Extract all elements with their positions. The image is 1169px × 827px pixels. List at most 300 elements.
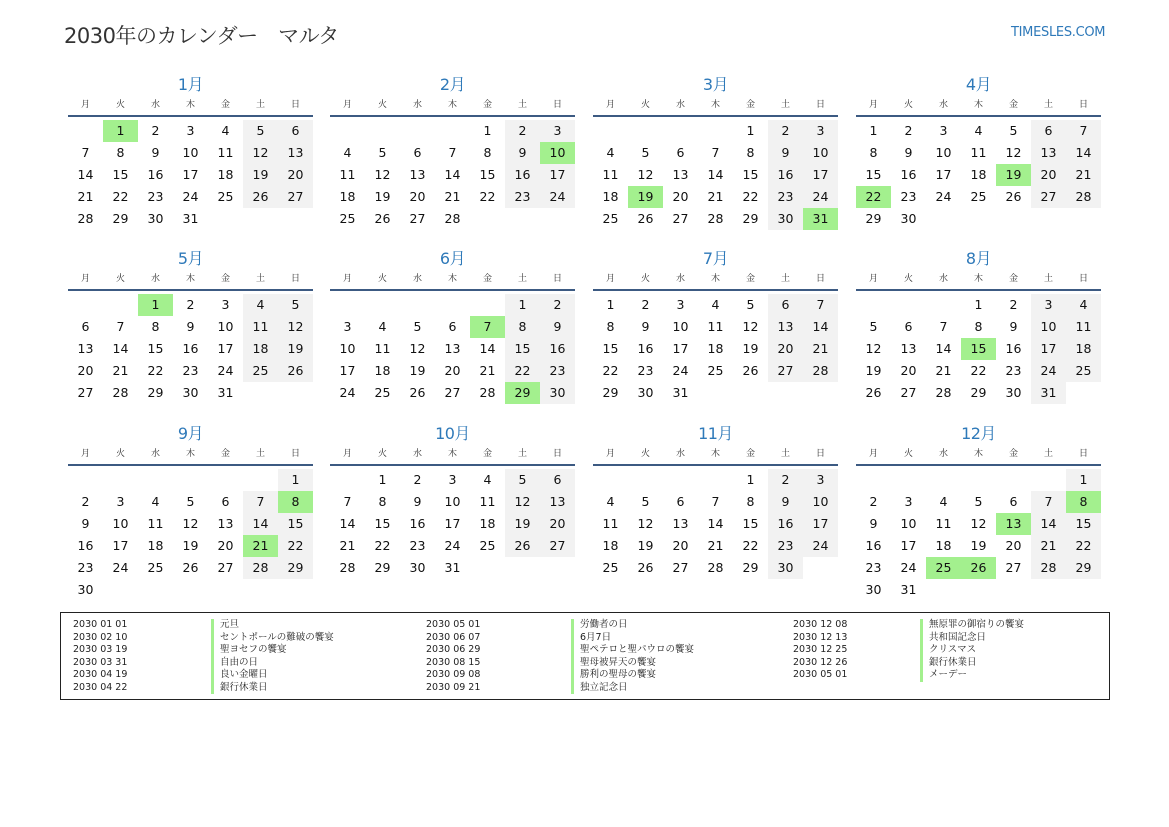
month-title: 3月 (702, 75, 729, 94)
days-grid (330, 294, 575, 404)
month-block (68, 75, 313, 230)
empty-cell (593, 469, 628, 491)
day-cell: 6 (1031, 120, 1066, 142)
day-cell: 5 (186, 494, 195, 509)
day-cell: 16 (182, 341, 199, 356)
weekday-header (330, 98, 575, 117)
weekday-label: 日 (815, 449, 825, 459)
day-cell: 15 (147, 341, 164, 356)
empty-cell (68, 469, 103, 491)
weekday-label: 金 (1008, 274, 1018, 284)
day-cell: 24 (444, 538, 461, 553)
weekday-label: 月 (80, 274, 90, 284)
holiday-day-cell: 21 (243, 535, 278, 557)
empty-cell (243, 469, 278, 491)
holiday-name: セントポールの難破の饗宴 (211, 632, 334, 645)
day-cell: 23 (768, 186, 803, 208)
day-cell: 26 (505, 535, 540, 557)
day-cell: 5 (378, 145, 387, 160)
day-cell: 10 (672, 319, 689, 334)
day-cell: 28 (1066, 186, 1101, 208)
day-cell: 10 (1031, 316, 1066, 338)
day-cell: 22 (505, 360, 540, 382)
weekday-label: 日 (815, 274, 825, 284)
weekday-label: 土 (780, 274, 790, 284)
day-cell: 30 (900, 211, 917, 226)
weekday-label: 水 (938, 274, 948, 284)
weekday-label: 月 (342, 274, 352, 284)
weekday-label: 日 (1078, 449, 1088, 459)
day-cell: 28 (243, 557, 278, 579)
day-cell: 7 (343, 494, 352, 509)
day-cell: 30 (865, 582, 882, 597)
day-cell: 3 (803, 469, 838, 491)
holiday-day-cell: 8 (1066, 491, 1101, 513)
day-cell: 5 (974, 494, 983, 509)
day-cell: 1 (1066, 469, 1101, 491)
day-cell: 13 (672, 516, 689, 531)
weekday-label: 月 (605, 449, 615, 459)
day-cell: 25 (602, 211, 619, 226)
day-cell: 12 (374, 167, 391, 182)
day-cell: 1 (606, 297, 615, 312)
day-cell: 8 (378, 494, 387, 509)
day-cell: 26 (374, 211, 391, 226)
weekday-label: 日 (1078, 100, 1088, 110)
day-cell: 27 (1031, 186, 1066, 208)
day-cell: 18 (243, 338, 278, 360)
site-name[interactable]: TIMESLES.COM (1011, 25, 1106, 40)
day-cell: 16 (768, 513, 803, 535)
holiday-day-cell: 1 (103, 120, 138, 142)
days-grid (68, 120, 313, 230)
day-cell: 21 (803, 338, 838, 360)
day-cell: 12 (182, 516, 199, 531)
day-cell: 19 (637, 538, 654, 553)
day-cell: 2 (186, 297, 195, 312)
weekday-label: 木 (973, 274, 983, 284)
day-cell: 3 (221, 297, 230, 312)
day-cell: 12 (1005, 145, 1022, 160)
day-cell: 14 (112, 341, 129, 356)
weekday-label: 日 (1078, 274, 1088, 284)
day-cell: 15 (865, 167, 882, 182)
weekday-label: 月 (605, 100, 615, 110)
day-cell: 28 (803, 360, 838, 382)
day-cell: 27 (217, 560, 234, 575)
day-cell: 3 (803, 120, 838, 142)
day-cell: 10 (935, 145, 952, 160)
day-cell: 6 (448, 319, 457, 334)
day-cell: 26 (182, 560, 199, 575)
empty-cell (103, 469, 138, 491)
empty-cell (926, 469, 961, 491)
empty-cell (208, 469, 243, 491)
weekday-header (68, 447, 313, 466)
day-cell: 28 (707, 211, 724, 226)
day-cell: 15 (742, 516, 759, 531)
weekday-label: 水 (150, 100, 160, 110)
day-cell: 24 (112, 560, 129, 575)
day-cell: 18 (707, 341, 724, 356)
weekday-label: 木 (973, 449, 983, 459)
holiday-date: 2030 04 19 (73, 669, 128, 680)
day-cell: 24 (182, 189, 199, 204)
day-cell: 1 (974, 297, 983, 312)
day-cell: 23 (182, 363, 199, 378)
day-cell: 19 (409, 363, 426, 378)
day-cell: 16 (505, 164, 540, 186)
weekday-label: 日 (290, 274, 300, 284)
day-cell: 23 (540, 360, 575, 382)
day-cell: 10 (803, 142, 838, 164)
empty-cell (365, 120, 400, 142)
holiday-date: 2030 01 01 (73, 619, 128, 630)
weekday-label: 月 (80, 449, 90, 459)
day-cell: 17 (803, 164, 838, 186)
day-cell: 7 (939, 319, 948, 334)
day-cell: 27 (768, 360, 803, 382)
day-cell: 5 (641, 145, 650, 160)
weekday-label: 木 (710, 449, 720, 459)
day-cell: 12 (637, 167, 654, 182)
day-cell: 24 (935, 189, 952, 204)
day-cell: 22 (112, 189, 129, 204)
day-cell: 4 (378, 319, 387, 334)
day-cell: 14 (1066, 142, 1101, 164)
day-cell: 6 (904, 319, 913, 334)
day-cell: 31 (217, 385, 234, 400)
holiday-date: 2030 09 21 (426, 681, 481, 693)
weekday-label: 土 (1043, 274, 1053, 284)
day-cell: 21 (707, 538, 724, 553)
empty-cell (68, 120, 103, 142)
weekday-label: 火 (115, 274, 125, 284)
day-cell: 24 (900, 560, 917, 575)
day-cell: 14 (479, 341, 496, 356)
month-block (856, 424, 1101, 601)
day-cell: 31 (672, 385, 689, 400)
day-cell: 25 (339, 211, 356, 226)
day-cell: 6 (1009, 494, 1018, 509)
day-cell: 6 (676, 145, 685, 160)
day-cell: 16 (409, 516, 426, 531)
day-cell: 7 (1066, 120, 1101, 142)
day-cell: 3 (343, 319, 352, 334)
day-cell: 30 (147, 211, 164, 226)
day-cell: 13 (672, 167, 689, 182)
day-cell: 5 (641, 494, 650, 509)
empty-cell (891, 469, 926, 491)
day-cell: 28 (339, 560, 356, 575)
day-cell: 24 (217, 363, 234, 378)
day-cell: 22 (479, 189, 496, 204)
day-cell: 13 (768, 316, 803, 338)
weekday-label: 土 (1043, 449, 1053, 459)
month-block (68, 424, 313, 601)
day-cell: 2 (904, 123, 913, 138)
day-cell: 20 (672, 189, 689, 204)
empty-cell (330, 294, 365, 316)
weekday-label: 日 (815, 100, 825, 110)
empty-cell (996, 469, 1031, 491)
weekday-label: 火 (903, 449, 913, 459)
day-cell: 6 (768, 294, 803, 316)
day-cell: 4 (1066, 294, 1101, 316)
day-cell: 1 (746, 123, 755, 138)
day-cell: 17 (900, 538, 917, 553)
day-cell: 17 (803, 513, 838, 535)
day-cell: 5 (1009, 123, 1018, 138)
day-cell: 20 (217, 538, 234, 553)
day-cell: 11 (217, 145, 234, 160)
days-grid (68, 294, 313, 404)
day-cell: 28 (112, 385, 129, 400)
weekday-label: 水 (938, 100, 948, 110)
day-cell: 7 (243, 491, 278, 513)
day-cell: 26 (637, 211, 654, 226)
day-cell: 24 (540, 186, 575, 208)
empty-cell (400, 120, 435, 142)
day-cell: 25 (217, 189, 234, 204)
day-cell: 30 (637, 385, 654, 400)
holiday-day-cell: 19 (996, 164, 1031, 186)
day-cell: 9 (768, 491, 803, 513)
day-cell: 1 (278, 469, 313, 491)
empty-cell (330, 120, 365, 142)
day-cell: 11 (602, 516, 619, 531)
day-cell: 17 (339, 363, 356, 378)
day-cell: 2 (1009, 297, 1018, 312)
day-cell: 14 (935, 341, 952, 356)
day-cell: 17 (935, 167, 952, 182)
day-cell: 27 (1005, 560, 1022, 575)
weekday-header (68, 272, 313, 291)
day-cell: 21 (707, 189, 724, 204)
weekday-label: 木 (447, 100, 457, 110)
day-cell: 10 (803, 491, 838, 513)
day-cell: 30 (182, 385, 199, 400)
day-cell: 2 (81, 494, 90, 509)
empty-cell (663, 469, 698, 491)
holiday-day-cell: 15 (961, 338, 996, 360)
holiday-date: 2030 05 01 (426, 619, 481, 630)
day-cell: 11 (935, 516, 952, 531)
day-cell: 3 (939, 123, 948, 138)
day-cell: 20 (77, 363, 94, 378)
day-cell: 17 (540, 164, 575, 186)
day-cell: 24 (803, 535, 838, 557)
day-cell: 23 (637, 363, 654, 378)
day-cell: 22 (374, 538, 391, 553)
day-cell: 11 (479, 494, 496, 509)
weekday-label: 土 (780, 100, 790, 110)
day-cell: 3 (448, 472, 457, 487)
day-cell: 18 (1066, 338, 1101, 360)
day-cell: 25 (602, 560, 619, 575)
weekday-label: 水 (675, 100, 685, 110)
day-cell: 15 (278, 513, 313, 535)
day-cell: 4 (343, 145, 352, 160)
day-cell: 13 (278, 142, 313, 164)
day-cell: 14 (707, 516, 724, 531)
day-cell: 20 (278, 164, 313, 186)
day-cell: 25 (970, 189, 987, 204)
day-cell: 7 (711, 145, 720, 160)
holiday-name: 聖ペテロと聖パウロの饗宴 (571, 644, 694, 657)
day-cell: 30 (1005, 385, 1022, 400)
day-cell: 25 (707, 363, 724, 378)
weekday-label: 月 (605, 274, 615, 284)
holiday-date: 2030 04 22 (73, 681, 128, 693)
day-cell: 9 (186, 319, 195, 334)
day-cell: 28 (1031, 557, 1066, 579)
day-cell: 11 (602, 167, 619, 182)
day-cell: 17 (444, 516, 461, 531)
day-cell: 15 (1066, 513, 1101, 535)
day-cell: 30 (77, 582, 94, 597)
day-cell: 27 (540, 535, 575, 557)
day-cell: 4 (939, 494, 948, 509)
weekday-label: 木 (973, 100, 983, 110)
day-cell: 3 (540, 120, 575, 142)
day-cell: 22 (147, 363, 164, 378)
weekday-label: 日 (552, 274, 562, 284)
weekday-header (68, 98, 313, 117)
empty-cell (891, 294, 926, 316)
day-cell: 8 (483, 145, 492, 160)
month-title: 8月 (965, 249, 992, 268)
day-cell: 8 (116, 145, 125, 160)
empty-cell (961, 469, 996, 491)
holiday-day-cell: 25 (926, 557, 961, 579)
day-cell: 4 (711, 297, 720, 312)
empty-cell (138, 469, 173, 491)
day-cell: 31 (182, 211, 199, 226)
day-cell: 20 (1031, 164, 1066, 186)
day-cell: 1 (869, 123, 878, 138)
day-cell: 28 (77, 211, 94, 226)
holiday-name: メーデー (920, 669, 967, 682)
holiday-list (60, 612, 1110, 700)
day-cell: 21 (444, 189, 461, 204)
day-cell: 29 (147, 385, 164, 400)
day-cell: 3 (186, 123, 195, 138)
weekday-label: 金 (220, 100, 230, 110)
day-cell: 23 (147, 189, 164, 204)
day-cell: 26 (278, 360, 313, 382)
day-cell: 8 (746, 145, 755, 160)
day-cell: 31 (1031, 382, 1066, 404)
weekday-header (856, 98, 1101, 117)
day-cell: 20 (409, 189, 426, 204)
day-cell: 26 (243, 186, 278, 208)
day-cell: 25 (479, 538, 496, 553)
day-cell: 28 (444, 211, 461, 226)
empty-cell (926, 294, 961, 316)
holiday-day-cell: 19 (628, 186, 663, 208)
empty-cell (435, 120, 470, 142)
day-cell: 25 (147, 560, 164, 575)
holiday-date: 2030 02 10 (73, 631, 128, 643)
weekday-header (330, 272, 575, 291)
day-cell: 19 (970, 538, 987, 553)
day-cell: 22 (742, 538, 759, 553)
day-cell: 18 (602, 189, 619, 204)
weekday-label: 水 (412, 274, 422, 284)
day-cell: 7 (711, 494, 720, 509)
weekday-header (330, 447, 575, 466)
weekday-label: 月 (342, 449, 352, 459)
day-cell: 6 (676, 494, 685, 509)
day-cell: 30 (409, 560, 426, 575)
day-cell: 22 (602, 363, 619, 378)
day-cell: 21 (77, 189, 94, 204)
day-cell: 20 (768, 338, 803, 360)
day-cell: 29 (742, 560, 759, 575)
day-cell: 14 (77, 167, 94, 182)
holiday-name: 労働者の日 (571, 619, 628, 632)
month-title: 2月 (439, 75, 466, 94)
holiday-date: 2030 08 15 (426, 656, 481, 668)
empty-cell (173, 469, 208, 491)
day-cell: 22 (970, 363, 987, 378)
month-block (330, 424, 575, 579)
day-cell: 5 (869, 319, 878, 334)
holiday-day-cell: 10 (540, 142, 575, 164)
day-cell: 14 (444, 167, 461, 182)
holiday-day-cell: 29 (505, 382, 540, 404)
day-cell: 10 (112, 516, 129, 531)
month-block (593, 75, 838, 230)
holiday-date: 2030 06 29 (426, 644, 481, 655)
weekday-label: 木 (185, 100, 195, 110)
day-cell: 2 (768, 469, 803, 491)
day-cell: 13 (217, 516, 234, 531)
holiday-day-cell: 7 (470, 316, 505, 338)
day-cell: 6 (540, 469, 575, 491)
day-cell: 11 (707, 319, 724, 334)
day-cell: 29 (374, 560, 391, 575)
day-cell: 4 (606, 145, 615, 160)
days-grid (330, 120, 575, 230)
day-cell: 8 (505, 316, 540, 338)
day-cell: 9 (641, 319, 650, 334)
day-cell: 28 (935, 385, 952, 400)
empty-cell (628, 469, 663, 491)
holiday-name: 銀行休業日 (920, 657, 977, 670)
empty-cell (68, 294, 103, 316)
holiday-date: 2030 03 19 (73, 644, 128, 655)
day-cell: 2 (641, 297, 650, 312)
day-cell: 27 (672, 560, 689, 575)
empty-cell (470, 294, 505, 316)
day-cell: 16 (768, 164, 803, 186)
day-cell: 4 (221, 123, 230, 138)
day-cell: 11 (374, 341, 391, 356)
empty-cell (663, 120, 698, 142)
day-cell: 3 (676, 297, 685, 312)
day-cell: 12 (637, 516, 654, 531)
weekday-header (856, 447, 1101, 466)
day-cell: 11 (1066, 316, 1101, 338)
day-cell: 23 (505, 186, 540, 208)
day-cell: 22 (742, 189, 759, 204)
day-cell: 20 (1005, 538, 1022, 553)
weekday-label: 金 (745, 274, 755, 284)
weekday-label: 土 (517, 449, 527, 459)
day-cell: 25 (243, 360, 278, 382)
